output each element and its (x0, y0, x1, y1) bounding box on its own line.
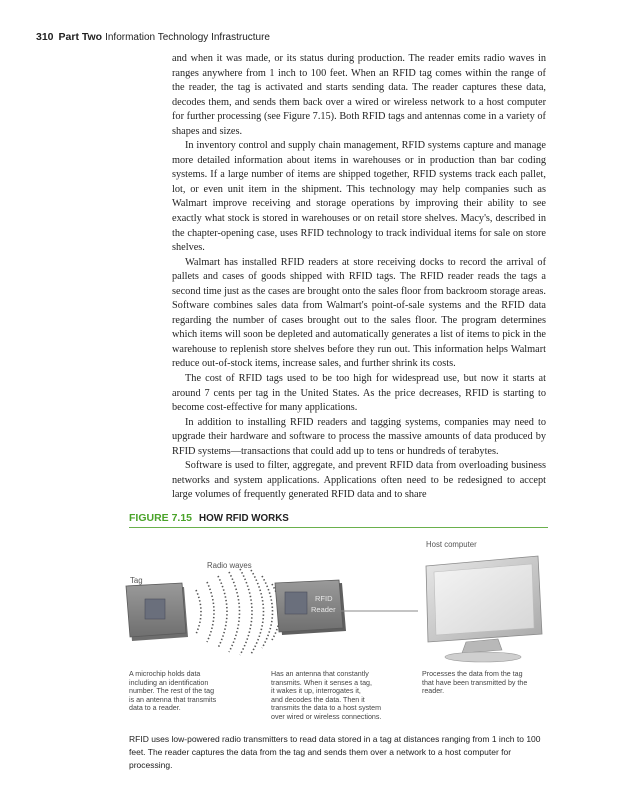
host-description (422, 670, 562, 696)
part-label: Part Two (58, 31, 103, 43)
running-head (36, 31, 270, 43)
paragraph: The cost of RFID tags used to be too high for widespread use, but now it starts at around 7 cents per tag in the United States. As the price decreases, RFID is starting to become cost-effective for many applications. (172, 373, 546, 414)
panel-line: over wired or wireless connections. (271, 712, 382, 721)
rfid-reader (275, 580, 346, 635)
panel-line: it wakes it up, interrogates it, (271, 687, 361, 696)
panel-line: transmits the data to a host system (271, 704, 382, 713)
rfid-diagram (118, 540, 558, 665)
paragraph: In inventory control and supply chain management, RFID systems capture and manage more detailed information about items in warehouses or in production than bar coding systems. If a large number of items are shipped together, RFID systems track each pallet, lot, or even unit item in the shipment. This technology may help companies such as Walmart improve receiving and storage operations by improving their ability to see exactly what stock is stored in warehouses or on retail store shelves. Macy's, described in the chapter-opening case, uses RFID technology to track individual items for sale on store shelves. (172, 140, 546, 254)
panel-line: A microchip holds data (129, 670, 201, 678)
figure-caption-title: HOW RFID WORKS (199, 513, 289, 524)
host-computer-label: Host computer (426, 540, 477, 549)
panel-line: reader. (422, 687, 445, 696)
figure-title (129, 512, 289, 524)
figure-rule (129, 527, 548, 528)
panel-line: Processes the data from the tag (422, 670, 523, 678)
rfid-tag (126, 583, 188, 641)
panel-line: including an identification (129, 678, 209, 687)
section-title: Information Technology Infrastructure (105, 32, 270, 43)
panel-line: that have been transmitted by the (422, 678, 528, 687)
paragraph: Software is used to filter, aggregate, and prevent RFID data from overloading business networks and system applications. Applications often need to be redesigned to accept large volumes of frequently generated RFID data and to share (172, 460, 546, 501)
paragraph: and when it was made, or its status during production. The reader emits radio waves in ranges anywhere from 1 inch to 100 feet. When an RFID tag comes within the range of the reader, the tag is activated and starts sending data. The reader captures these data, decodes them, and sends them back over a wired or wireless network to a host computer for further processing (see Figure 7.15). Both RFID tags and antennas come in a variety of shapes and sizes. (172, 53, 546, 137)
reader-label-line1: RFID (315, 594, 333, 603)
panel-line: transmits. When it senses a tag, (271, 678, 372, 687)
page-number: 310 (36, 31, 54, 43)
tag-description (129, 670, 269, 713)
panel-line: data to a reader. (129, 704, 181, 713)
tag-label: Tag (130, 576, 143, 585)
radio-waves-label: Radio waves (207, 561, 252, 570)
host-computer (341, 556, 542, 662)
paragraph: In addition to installing RFID readers and tagging systems, companies may need to upgrade their hardware and software to process the massive amounts of data produced by RFID systems—transactions that could add up to tens or hundreds of terabytes. (172, 416, 546, 457)
panel-line: Has an antenna that constantly (271, 670, 369, 678)
figure-caption: RFID uses low-powered radio transmitters to read data stored in a tag at distances ranging from 1 inch to 100 feet. The reader captures the data from the tag and sends them over a network to a host computer for processing. (129, 734, 541, 770)
radio-waves (196, 569, 280, 655)
paragraph: Walmart has installed RFID readers at store receiving docks to record the arrival of pallets and cases of goods shipped with RFID tags. The RFID reader reads the tags a second time just as the cases are brought onto the sales floor from backroom storage areas. Software combines sales data from Walmart's point-of-sale systems and the RFID data regarding the number of cases brought out to the sales floor. The program determines which items will soon be depleted and automatically generates a list of items to pick in the warehouse to replenish store shelves before they run out. This information helps Walmart reduce out-of-stock items, increase sales, and further shrink its costs. (172, 256, 546, 370)
reader-description (271, 670, 421, 722)
panel-line: is an antenna that transmits (129, 695, 217, 704)
body-text (172, 52, 546, 503)
tag-microchip (145, 599, 165, 619)
panel-line: and decodes the data. Then it (271, 695, 365, 704)
panel-line: number. The rest of the tag (129, 687, 215, 696)
reader-label-line2: Reader (311, 605, 336, 614)
figure-number: FIGURE 7.15 (129, 512, 193, 524)
